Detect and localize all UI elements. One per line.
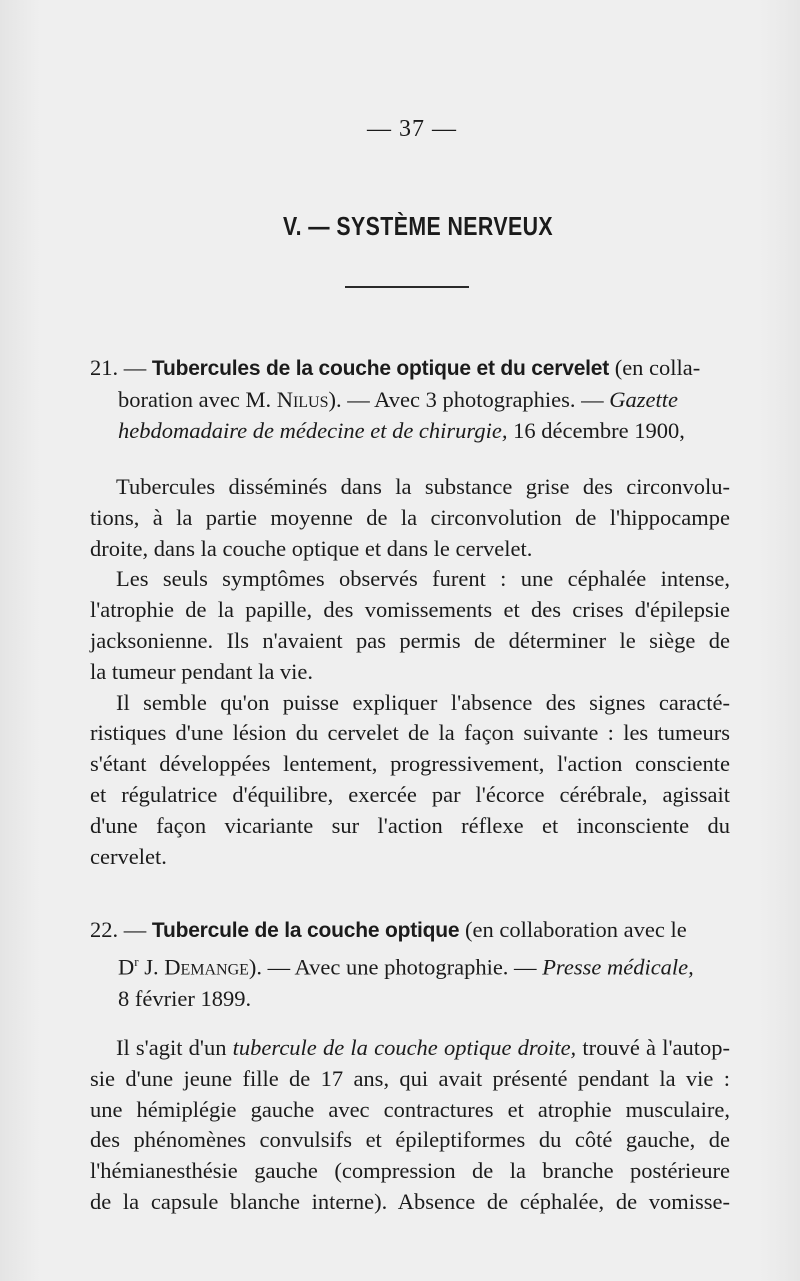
abstract-line: d'une façon vicariante sur l'action réflexe et inconsciente du xyxy=(90,812,730,838)
entry-collab-cont: boration avec M. xyxy=(118,387,272,412)
bibliography-entry-21 xyxy=(90,352,730,446)
entry-title: Tubercule de la couche optique xyxy=(151,919,460,942)
entry-journal-cont: hebdomadaire de médecine et de chirurgie, xyxy=(118,418,508,443)
abstract-line: droite, dans la couche optique et dans le cervelet. xyxy=(90,535,533,561)
abstract-line: la tumeur pendant la vie. xyxy=(90,658,314,684)
entry-after-author: ). — Avec 3 photographies. — xyxy=(328,387,604,412)
entry-number: 21. xyxy=(90,355,119,380)
abstract-line: tions, à la partie moyenne de la circonvolution de l'hippocampe xyxy=(90,504,730,530)
abstract-line: l'hémianesthésie gauche (compression de la branche postérieure xyxy=(90,1158,730,1184)
entry-date: 16 décembre 1900, xyxy=(513,418,685,443)
abstract-emphasis: tubercule de la couche optique droite, xyxy=(232,1035,577,1060)
entry-author: Nilus xyxy=(276,387,329,412)
entry-journal: Presse médicale, xyxy=(542,954,694,980)
entry-after-author: ). — Avec une photographie. — xyxy=(248,954,537,980)
entry-collab: (en colla- xyxy=(614,355,701,380)
abstract-line: une hémiplégie gauche avec contractures et atrophie musculaire, xyxy=(90,1096,730,1122)
abstract-text: Il s'agit d'un xyxy=(116,1035,227,1060)
abstract-line: Tubercules disséminés dans la substance grise des circonvolu- xyxy=(116,474,730,499)
entry-collab-sup: r xyxy=(134,954,139,969)
abstract-line: Les seuls symptômes observés furent : une céphalée intense, xyxy=(116,566,730,592)
abstract-line: et régulatrice d'équilibre, exercée par l'écorce cérébrale, agissait xyxy=(90,781,730,807)
entry-author: Demange xyxy=(164,954,249,980)
abstract-line xyxy=(90,1033,730,1064)
abstract-line: Il semble qu'on puisse expliquer l'absence des signes caracté- xyxy=(116,689,730,715)
abstract-line: jacksonienne. Ils n'avaient pas permis de déterminer le siège de xyxy=(90,627,730,653)
entry-collab-initial: J. xyxy=(144,954,159,980)
abstract-line: de la capsule blanche interne). Absence de céphalée, de vomisse- xyxy=(90,1188,730,1214)
abstract-line: sie d'une jeune fille de 17 ans, qui avait présenté pendant la vie : xyxy=(90,1065,730,1091)
abstract-line: des phénomènes convulsifs et épileptiformes du côté gauche, de xyxy=(90,1127,730,1153)
entry-dash: — xyxy=(123,355,147,380)
abstract-21 xyxy=(90,472,730,872)
abstract-line: l'atrophie de la papille, des vomissements et des crises d'épilepsie xyxy=(90,597,730,623)
section-divider xyxy=(345,286,469,288)
entry-dash: — xyxy=(123,917,147,942)
page-number: — 37 — xyxy=(367,116,457,142)
abstract-line: ristiques d'une lésion du cervelet de la façon suivante : les tumeurs xyxy=(90,720,730,746)
entry-date: 8 février 1899. xyxy=(118,985,252,1011)
entry-collab-cont: D xyxy=(118,954,135,980)
bibliography-entry-22 xyxy=(90,914,730,1014)
entry-title: Tubercules de la couche optique et du cervelet xyxy=(151,357,610,380)
entry-journal: Gazette xyxy=(609,387,679,412)
abstract-line: cervelet. xyxy=(90,843,167,869)
abstract-line: s'étant développées lentement, progressivement, l'action consciente xyxy=(90,751,730,777)
entry-collab: (en collaboration avec le xyxy=(465,917,687,942)
abstract-text: trouvé à l'autop- xyxy=(582,1035,730,1060)
entry-number: 22. xyxy=(90,917,119,942)
abstract-22 xyxy=(90,1033,730,1218)
section-title: V. — SYSTÈME NERVEUX xyxy=(282,211,554,241)
